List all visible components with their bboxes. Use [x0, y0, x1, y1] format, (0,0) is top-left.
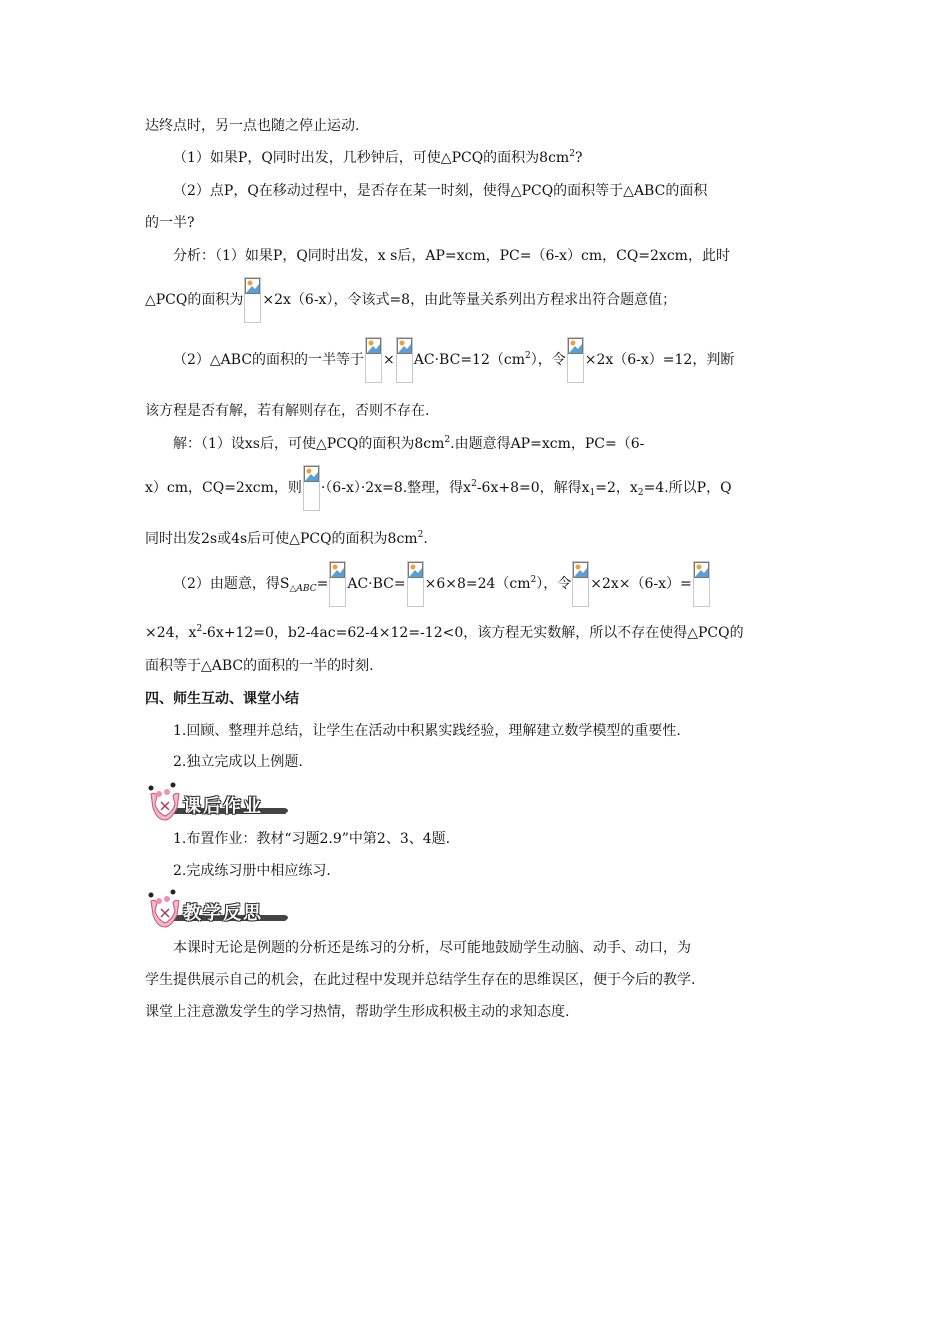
section-4-heading: 四、师生互动、课堂小结 — [145, 691, 299, 707]
analysis-1: 分析：（1）如果P，Q同时出发，x s后，AP=xcm，PC=（6-x）cm，CQ=2xcm，此时 — [173, 248, 730, 264]
broken-image-icon — [397, 338, 412, 354]
fraction-image — [396, 337, 413, 383]
fraction-image — [244, 277, 261, 323]
question-2: （2）点P，Q在移动过程中，是否存在某一时刻，使得△PCQ的面积等于△ABC的面积 — [173, 183, 708, 199]
fraction-image — [572, 561, 589, 607]
solution-2-end: 面积等于△ABC的面积的一半的时刻. — [145, 658, 374, 674]
broken-image-icon — [694, 562, 709, 578]
summary-item: 1.回顾、整理并总结，让学生在活动中积累实践经验，理解建立数学模型的重要性. — [173, 723, 681, 739]
question-2-cont: 的一半? — [145, 215, 195, 231]
fraction-image — [567, 337, 584, 383]
reflection-paragraph: 学生提供展示自己的机会，在此过程中发现并总结学生存在的思维误区，便于今后的教学. — [145, 972, 696, 988]
summary-item: 2.独立完成以上例题. — [173, 754, 303, 770]
homework-item: 2.完成练习册中相应练习. — [173, 863, 331, 879]
reflection-paragraph: 课堂上注意激发学生的学习热情，帮助学生形成积极主动的求知态度. — [145, 1004, 570, 1020]
solution-1: 解：（1）设xs后，可使△PCQ的面积为$8cm^2$.由题意得AP=xcm，PC=（6- — [173, 435, 645, 452]
broken-image-icon — [573, 562, 588, 578]
homework-item: 1.布置作业：教材“习题2.9”中第2、3、4题. — [173, 831, 451, 847]
broken-image-icon — [245, 278, 260, 294]
fraction-image — [303, 465, 320, 511]
solution-1-end: 同时出发2s或4s后可使△PCQ的面积为$8cm^2$. — [145, 530, 428, 547]
broken-image-icon — [330, 562, 345, 578]
solution-2: （2）由题意，得$S_{\triangle ABC}=$ AC·BC= $\times 6\times 8=24(cm^2)$，令 ×2x×（6-x）= — [173, 561, 805, 607]
reflection-badge — [145, 889, 295, 929]
broken-image-icon — [304, 466, 319, 482]
question-1: （1）如果P，Q同时出发，几秒钟后，可使△PCQ的面积为$8cm^2$? — [173, 149, 583, 166]
fraction-image — [365, 337, 382, 383]
broken-image-icon — [366, 338, 381, 354]
text-line: 达终点时，另一点也随之停止运动. — [145, 118, 360, 134]
analysis-2-cont: 该方程是否有解，若有解则存在，否则不存在. — [145, 403, 430, 419]
badge-title: 课后作业 — [183, 796, 263, 817]
reflection-paragraph: 本课时无论是例题的分析还是练习的分析，尽可能地鼓励学生动脑、动手、动口，为 — [173, 940, 691, 956]
badge-title: 教学反思 — [183, 903, 263, 924]
fraction-image — [407, 561, 424, 607]
broken-image-icon — [568, 338, 583, 354]
fraction-image — [329, 561, 346, 607]
homework-badge — [145, 782, 295, 822]
fraction-image — [693, 561, 710, 607]
analysis-1-cont: △PCQ的面积为 ×2x（6-x），令该式=8，由此等量关系列出方程求出符合题意值； — [145, 277, 805, 323]
analysis-2: （2）△ABC的面积的一半等于 × $AC\cdot BC=12(cm^2)$，令 ×2x（6-x）=12，判断 — [173, 337, 805, 383]
solution-1-cont: x）cm，CQ=2xcm，则 ·（6-x）·2x=8.整理，得$x^2-6x+8=0$，解得$x_1=2$，$x_2=4$.所以P，Q — [145, 465, 805, 511]
solution-2-cont: ×24，$x^2-6x+12=0$，b2-4ac=62-4×12=-12<0，该方程无实数解，所以不存在使得△PCQ的 — [145, 624, 744, 641]
broken-image-icon — [408, 562, 423, 578]
